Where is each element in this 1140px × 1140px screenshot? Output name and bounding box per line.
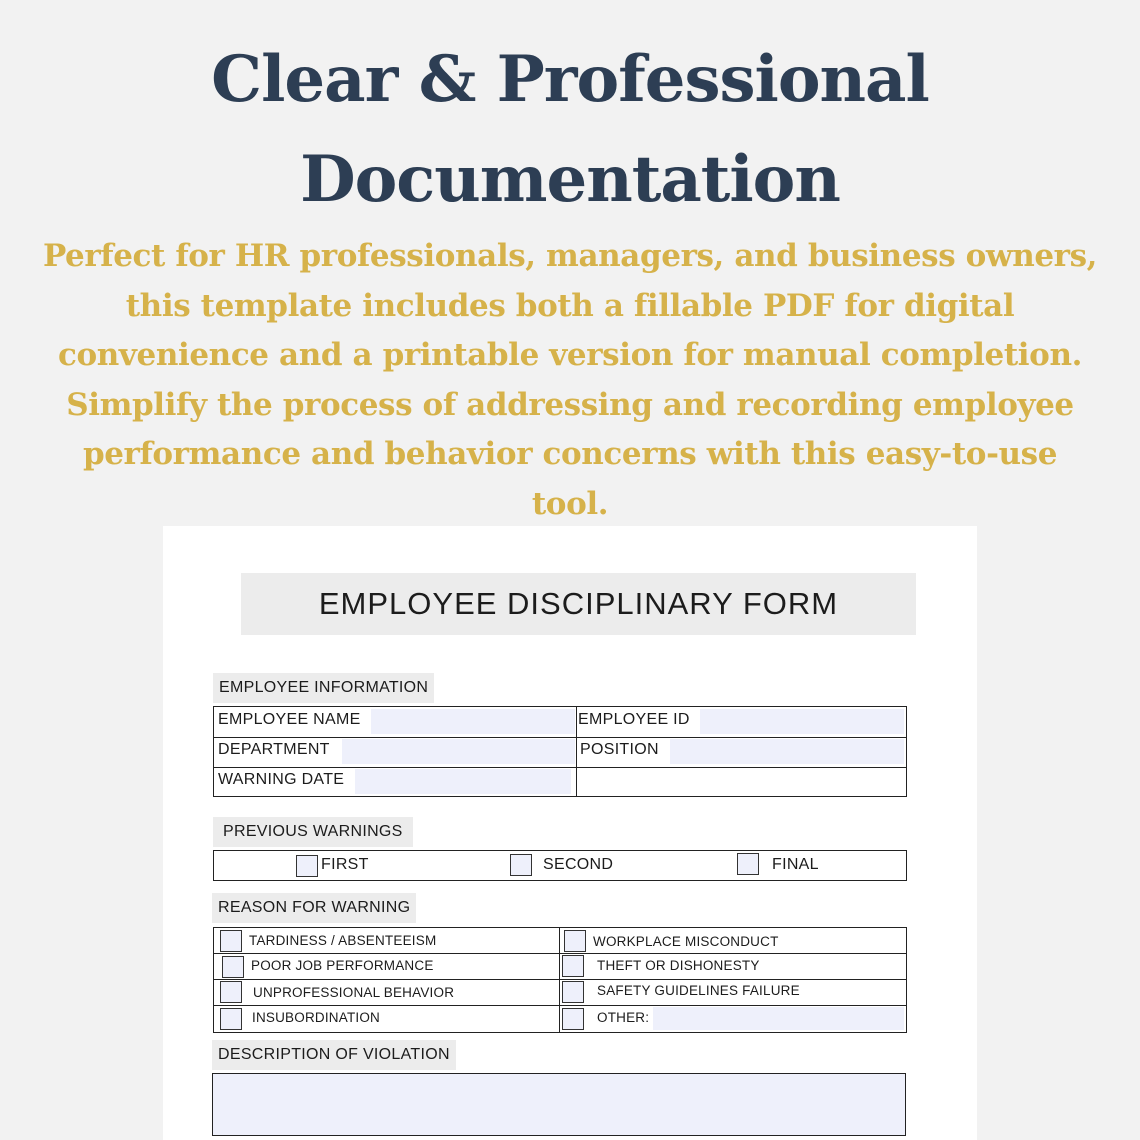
employee-name-field[interactable] bbox=[371, 709, 575, 734]
section-label-employee-information: EMPLOYEE INFORMATION bbox=[213, 673, 434, 703]
checkbox-first[interactable] bbox=[296, 855, 318, 877]
description-of-violation-field[interactable] bbox=[212, 1073, 906, 1136]
checkbox-insubordination[interactable] bbox=[220, 1008, 242, 1030]
section-label-previous-warnings: PREVIOUS WARNINGS bbox=[213, 817, 413, 847]
checkbox-second[interactable] bbox=[510, 854, 532, 876]
warning-date-field[interactable] bbox=[355, 769, 571, 794]
option-poor-performance-label: POOR JOB PERFORMANCE bbox=[251, 958, 434, 973]
checkbox-unprofessional[interactable] bbox=[220, 981, 242, 1003]
option-workplace-misconduct-label: WORKPLACE MISCONDUCT bbox=[593, 934, 779, 949]
other-reason-field[interactable] bbox=[653, 1007, 904, 1030]
checkbox-other[interactable] bbox=[562, 1008, 584, 1030]
headline-line-2: Documentation bbox=[300, 142, 840, 217]
checkbox-final[interactable] bbox=[737, 853, 759, 875]
checkbox-workplace-misconduct[interactable] bbox=[564, 930, 586, 952]
position-label: POSITION bbox=[580, 741, 659, 758]
option-insubordination-label: INSUBORDINATION bbox=[252, 1010, 381, 1025]
section-label-description-of-violation: DESCRIPTION OF VIOLATION bbox=[212, 1040, 456, 1070]
headline-line-1: Clear & Professional bbox=[211, 42, 929, 117]
checkbox-poor-performance[interactable] bbox=[222, 956, 244, 978]
checkbox-theft[interactable] bbox=[562, 955, 584, 977]
form-title: EMPLOYEE DISCIPLINARY FORM bbox=[241, 573, 916, 635]
department-label: DEPARTMENT bbox=[218, 741, 330, 758]
table-row bbox=[214, 1005, 906, 1032]
option-unprofessional-label: UNPROFESSIONAL BEHAVIOR bbox=[253, 985, 455, 1000]
form-preview-sheet bbox=[163, 526, 977, 1140]
checkbox-safety[interactable] bbox=[562, 981, 584, 1003]
headline bbox=[0, 30, 1140, 230]
employee-name-label: EMPLOYEE NAME bbox=[218, 711, 361, 728]
option-second-label: SECOND bbox=[543, 856, 614, 873]
table-row bbox=[214, 979, 906, 1006]
checkbox-tardiness[interactable] bbox=[220, 930, 242, 952]
column-divider bbox=[559, 928, 560, 1032]
position-field[interactable] bbox=[670, 739, 904, 764]
column-divider bbox=[576, 707, 577, 796]
option-final-label: FINAL bbox=[772, 856, 819, 873]
table-row bbox=[214, 928, 906, 954]
previous-warnings-table bbox=[213, 850, 907, 881]
employee-id-label: EMPLOYEE ID bbox=[578, 711, 690, 728]
table-row bbox=[214, 953, 906, 980]
table-row bbox=[214, 737, 906, 768]
option-theft-label: THEFT OR DISHONESTY bbox=[597, 958, 760, 973]
warning-date-label: WARNING DATE bbox=[218, 771, 345, 788]
option-other-label: OTHER: bbox=[597, 1010, 650, 1025]
department-field[interactable] bbox=[342, 739, 575, 764]
option-safety-label: SAFETY GUIDELINES FAILURE bbox=[597, 983, 800, 998]
option-tardiness-label: TARDINESS / ABSENTEEISM bbox=[249, 933, 437, 948]
option-first-label: FIRST bbox=[321, 856, 369, 873]
table-row bbox=[214, 707, 906, 738]
section-label-reason-for-warning: REASON FOR WARNING bbox=[212, 893, 416, 923]
employee-id-field[interactable] bbox=[700, 709, 904, 734]
reason-table bbox=[213, 927, 907, 1033]
employee-info-table bbox=[213, 706, 907, 797]
description-text: Perfect for HR professionals, managers, and business owners, this template includes both a fillable PDF for digital convenience and a printable version for manual completion. Simplify the process of addressing and recording employee performance and behavior concerns with this easy-to-use tool. bbox=[42, 238, 1098, 522]
table-row bbox=[214, 767, 906, 796]
